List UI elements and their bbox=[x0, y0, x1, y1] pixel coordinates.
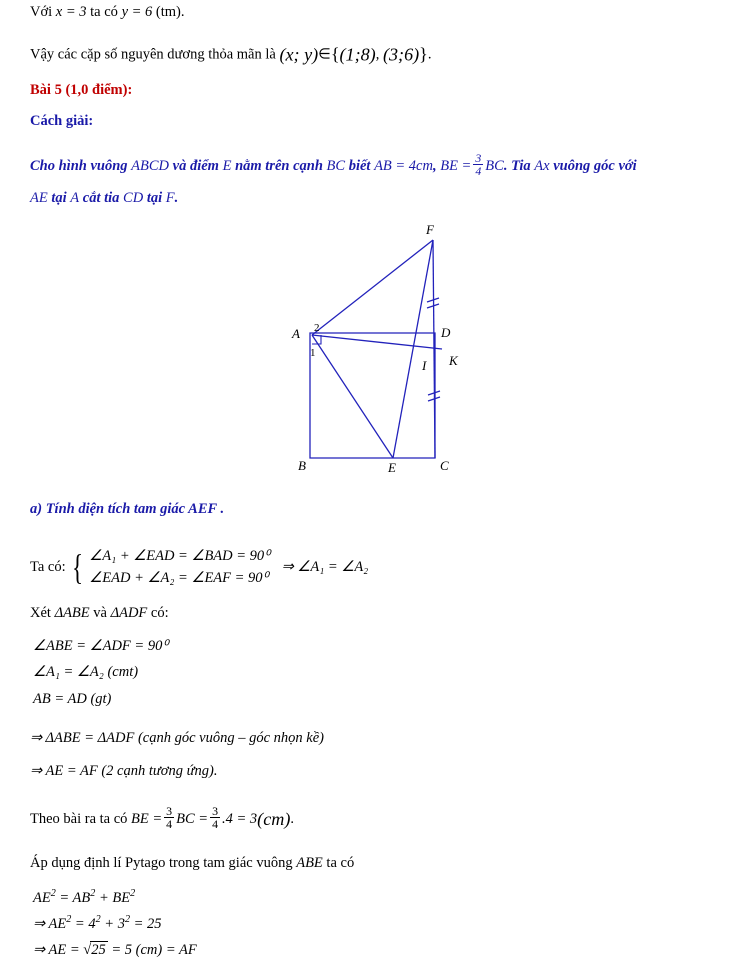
period-2: . bbox=[174, 190, 179, 206]
figure-label-angle-1: 1 bbox=[310, 347, 316, 359]
figure-label-I: I bbox=[422, 358, 427, 373]
geometry-figure bbox=[250, 218, 510, 488]
eq-ab-ad-gt: AB = AD (gt) bbox=[33, 691, 112, 707]
brace-close: } bbox=[419, 44, 428, 64]
figure-label-F: F bbox=[426, 222, 434, 237]
unit-cm: (cm) bbox=[257, 808, 291, 829]
curly-brace: { bbox=[72, 547, 84, 588]
text-voi: Với bbox=[30, 4, 56, 20]
triangle-adf: ΔADF bbox=[110, 605, 148, 621]
fraction-3-4: $\frac{3}{4}$ bbox=[475, 151, 482, 179]
conclusion-congruent bbox=[30, 730, 324, 747]
eq-pair-3-6: (3;6) bbox=[382, 44, 420, 65]
triangle-abe-2: ABE bbox=[296, 855, 323, 871]
text-tai-2: tại bbox=[143, 190, 166, 206]
label-ax: Ax bbox=[534, 158, 550, 175]
sqrt-symbol: √ bbox=[83, 942, 92, 958]
sys-result: ⇒ ∠A₁ = ∠A₂ bbox=[281, 558, 369, 575]
figure-label-A: A bbox=[292, 326, 300, 341]
text-tia: . Tia bbox=[503, 158, 535, 175]
eq-y-equals-6: y = 6 bbox=[121, 4, 153, 20]
text-nam-tren-canh: nằm trên cạnh bbox=[231, 158, 327, 175]
figure-label-C: C bbox=[440, 458, 449, 473]
eq-ae-prefix: ⇒ AE = bbox=[33, 942, 84, 958]
eq-be-label: BE = bbox=[131, 811, 163, 828]
square-abcd bbox=[310, 333, 435, 458]
text-cat-tia: cắt tia bbox=[79, 190, 124, 206]
line-xet-triangles bbox=[30, 605, 169, 622]
eq-pytago-1 bbox=[33, 888, 135, 907]
label-abcd: ABCD bbox=[131, 158, 170, 175]
eq-pytago-3 bbox=[33, 941, 197, 959]
conclusion-ae-af-text: ⇒ AE = AF (2 cạnh tương ứng). bbox=[30, 763, 218, 779]
text-co: có: bbox=[147, 605, 169, 621]
sqrt-25: 25 bbox=[91, 942, 106, 958]
eq-pytago-1-text: $AE^2 = AB^2 + BE^2$ bbox=[33, 888, 136, 906]
equation-system bbox=[69, 545, 270, 590]
line-e-to-f bbox=[393, 240, 433, 458]
conclusion-ae-af bbox=[30, 763, 218, 780]
line-a-to-e bbox=[312, 335, 393, 458]
label-e: E bbox=[222, 158, 232, 175]
label-bc: BC bbox=[326, 158, 346, 175]
eq-angle-abe-adf: ∠ABE = ∠ADF = 90⁰ bbox=[33, 638, 169, 654]
symbol-element-of: ∈ bbox=[318, 46, 331, 63]
heading-cach-giai: Cách giải: bbox=[30, 113, 94, 129]
eq-angle-a1-a2: ∠A₁ = ∠A₂ (cmt) bbox=[33, 664, 139, 680]
problem-statement-line-1 bbox=[30, 152, 637, 178]
line-a-to-k bbox=[312, 335, 442, 349]
text-cho-hinh-vuong: Cho hình vuông bbox=[30, 158, 132, 175]
text-va: và bbox=[89, 605, 111, 621]
eq-pytago-2 bbox=[33, 914, 162, 933]
sys-row-2: ∠EAD + ∠A₂ = ∠EAF = 90⁰ bbox=[89, 570, 269, 587]
period-3: . bbox=[290, 811, 294, 828]
eq-be: BE = bbox=[440, 158, 472, 175]
text-theo-bai-ra: Theo bài ra ta có bbox=[30, 811, 132, 828]
eq-pytago-2-text: ⇒ $AE^2 = 4^2 + 3^2 = 25$ bbox=[33, 914, 162, 932]
label-f: F bbox=[165, 190, 175, 206]
text-tai: tại bbox=[47, 190, 71, 206]
triangle-abe: ΔABE bbox=[54, 605, 90, 621]
eq-bc-label: BC = bbox=[176, 811, 209, 828]
heading-bai-5: Bài 5 (1,0 điểm): bbox=[30, 82, 133, 98]
figure-svg bbox=[250, 218, 510, 488]
figure-label-B: B bbox=[298, 458, 306, 473]
line-a-to-f bbox=[312, 240, 433, 335]
text-biet: biết bbox=[345, 158, 375, 175]
label-a: A bbox=[70, 190, 80, 206]
figure-label-D: D bbox=[441, 325, 451, 340]
label-ae: AE bbox=[30, 190, 48, 206]
eq-pair-1-8: (1;8) bbox=[339, 44, 376, 65]
figure-label-angle-2: 2 bbox=[314, 322, 320, 334]
text-pytago-pre: Áp dụng định lí Pytago trong tam giác vuông bbox=[30, 855, 297, 871]
text-tm: (tm). bbox=[152, 4, 185, 20]
period: . bbox=[427, 46, 432, 63]
text-taco: ta có bbox=[86, 4, 122, 20]
figure-label-E: E bbox=[388, 460, 396, 475]
eq-pair-xy: (x; y) bbox=[279, 44, 319, 65]
comma-1: , bbox=[432, 158, 441, 175]
text-vay-cac-cap: Vậy các cặp số nguyên dương thỏa mãn là bbox=[30, 46, 280, 63]
line-with-x3 bbox=[30, 4, 185, 21]
part-a-heading: a) Tính diện tích tam giác AEF . bbox=[30, 501, 225, 517]
figure-label-K: K bbox=[449, 353, 458, 368]
conclusion-congruent-text: ⇒ ΔABE = ΔADF (cạnh góc vuông – góc nhọn kề) bbox=[30, 730, 324, 746]
taco-system-line bbox=[30, 545, 368, 590]
fraction-3-4-c: $\frac{3}{4}$ bbox=[212, 804, 218, 832]
label-bc-2: BC bbox=[485, 158, 504, 175]
label-ta-co: Ta có: bbox=[30, 558, 66, 575]
eq-x-equals-3: x = 3 bbox=[55, 4, 87, 20]
label-cd: CD bbox=[123, 190, 144, 206]
text-vuong-goc-voi: vuông góc với bbox=[549, 158, 637, 175]
eq-ab-4cm: AB = 4cm bbox=[374, 158, 433, 175]
text-taco-2: ta có bbox=[322, 855, 355, 871]
eq-ae-suffix: = 5 (cm) = AF bbox=[107, 942, 197, 958]
line-pytago bbox=[30, 855, 354, 872]
fraction-3-4-b: $\frac{3}{4}$ bbox=[166, 804, 173, 832]
brace-open: { bbox=[330, 44, 340, 64]
problem-statement-line-2 bbox=[30, 190, 178, 207]
sys-row-1: ∠A₁ + ∠EAD = ∠BAD = 90⁰ bbox=[89, 548, 270, 564]
line-conclusion-pairs bbox=[30, 44, 432, 65]
text-xet: Xét bbox=[30, 605, 55, 621]
comma: , bbox=[375, 46, 383, 63]
text-va-diem: và điểm bbox=[169, 158, 223, 175]
eq-times-4: .4 = 3 bbox=[222, 811, 258, 828]
line-theo-bai-ra bbox=[30, 805, 294, 831]
